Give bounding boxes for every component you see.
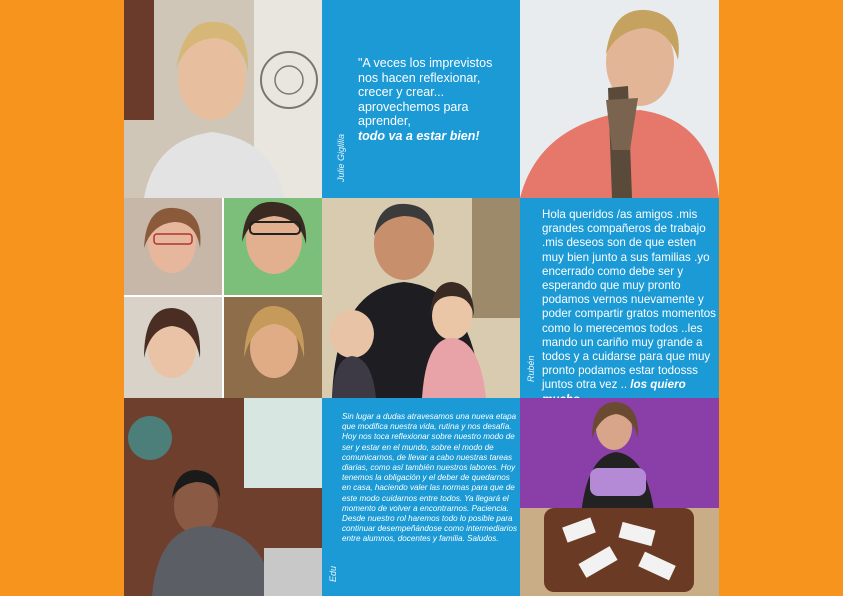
quote-card-edu [322,398,520,596]
quote-ruben-text: Hola queridos /as amigos .mis grandes compañeros de trabajo .mis deseos son de que esten muy bien junto a sus familias .yo encerrado como debe ser y esperando que muy pronto podamos vernos nuevamente y poder compartir gratos momentos como lo merecemos todos ..les mando un cariño muy grande a todos y a cuidarse para que muy pronto podamos estar todosss juntos otra vez .. los quiero [542,208,720,407]
quote-julie-text: "A veces los imprevistos nos hacen reflexionar, crecer y crear... aprovechemos para aprender, todo va a estar bien! [358,56,508,143]
author-julie: Julie Giglilia [336,133,346,182]
quote-edu-text: Sin lugar a dudas atravesamos una nueva etapa que modifica nuestra vida, rutina y nos desafía. Hoy nos toca reflexionar sobre nuestro modo de ser y estar en el mundo, sobre el modo de comunicarnos, de llevar a cabo nuestras tareas diarias, como así también nuestros labores. Hoy tenemos la obligación y el deber de quedarnos en casa, haciendo valer las normas para que de este modo cuidarnos entre todos. Ya llegará el momento de volver a encontrarnos. Paciencia. Desde nuestro rol haremos todo lo posible para continuar desempeñándose como intermediarios entre alumnos, docentes y familia. Saludos. [342,412,518,544]
photo-collage [124,198,322,398]
woman-holding-bark-photo [520,0,719,198]
photo-woman-bark [520,0,719,198]
woman-selfie-photo [124,0,322,198]
grandfather-with-children-photo [322,198,520,398]
photo-woman-selfie [124,0,322,198]
photo-young-man [124,398,322,596]
author-ruben: Rubén [526,355,536,382]
quote-card-ruben [520,198,719,398]
right-orange-margin [719,0,843,596]
left-orange-margin [0,0,124,596]
quote-ruben-emphasis: los quiero [630,378,686,392]
photo-grandfather [322,198,520,398]
author-edu: Edu [328,565,338,582]
young-man-at-desk-photo [124,398,322,596]
collage-four-women-photo [124,198,322,398]
photo-woman-suitcase [520,398,719,596]
woman-with-suitcase-photo [520,398,719,596]
quote-julie-emphasis: todo va a estar bien! [358,128,480,143]
quote-card-julie [322,0,520,198]
